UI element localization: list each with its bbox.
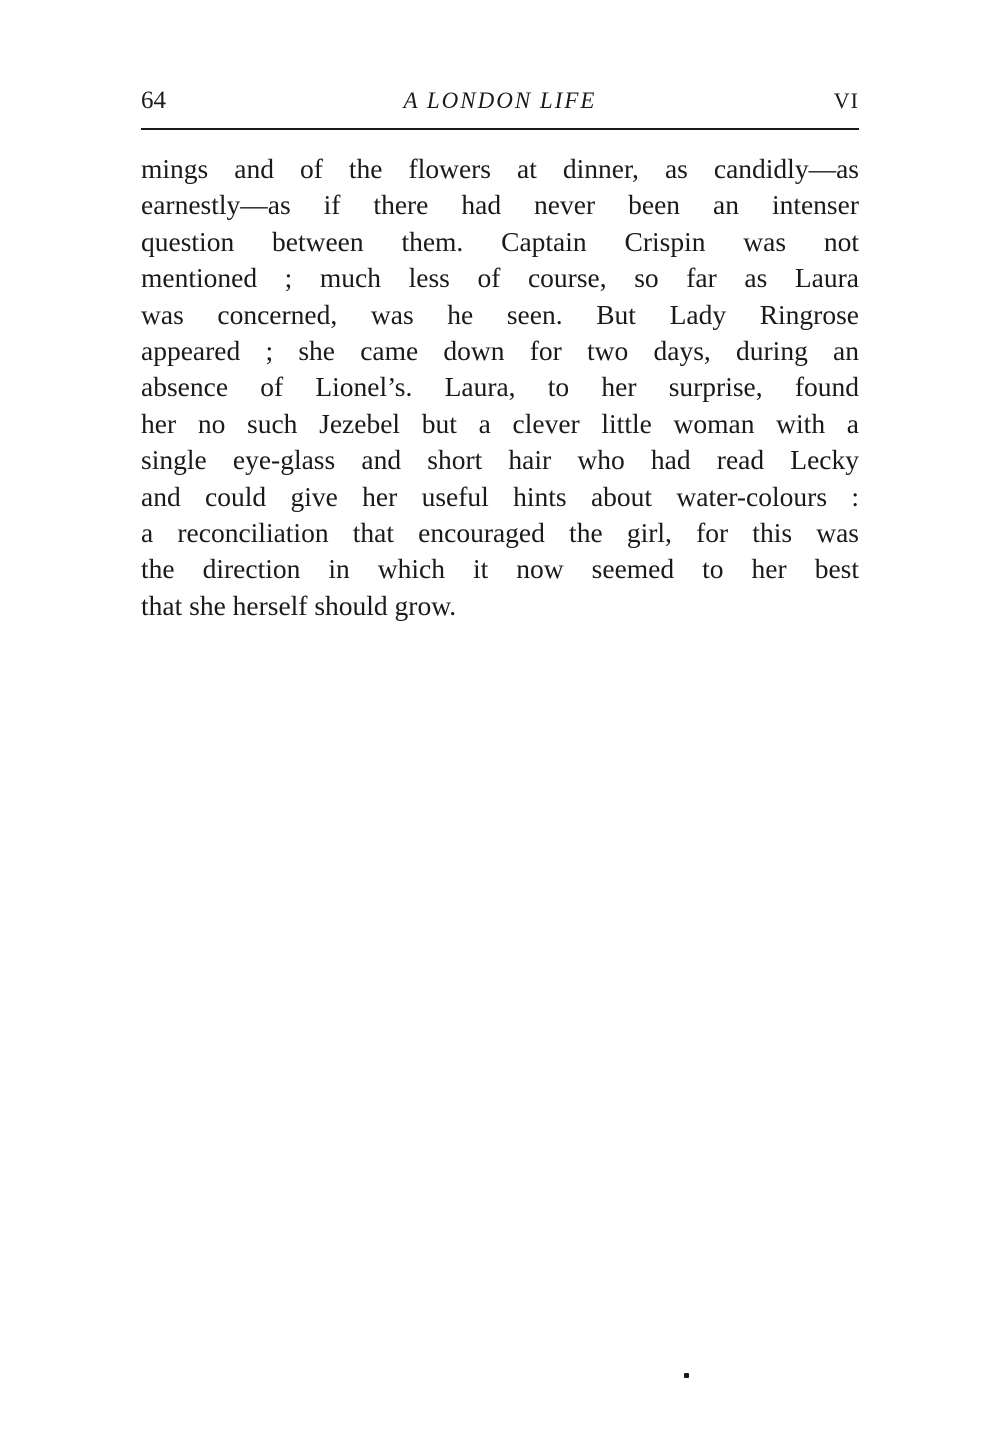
chapter-number: VI bbox=[833, 88, 859, 113]
ink-speck bbox=[684, 1373, 689, 1378]
text-line: that she herself should grow. bbox=[141, 589, 457, 621]
body-paragraph bbox=[141, 151, 859, 624]
text-line: mings and of the flowers at dinner, as candidly—as bbox=[141, 153, 859, 184]
page-number: 64 bbox=[141, 87, 166, 114]
text-line: mentioned ; much less of course, so far as Laura bbox=[141, 262, 859, 294]
text-line: earnestly—as if there had never been an intenser bbox=[141, 189, 859, 221]
running-head bbox=[141, 84, 859, 118]
text-line: absence of Lionel’s. Laura, to her surprise, found bbox=[141, 371, 859, 403]
text-line: her no such Jezebel but a clever little woman with a bbox=[141, 407, 859, 439]
text-line: single eye-glass and short hair who had read Lecky bbox=[141, 444, 859, 476]
text-line: was concerned, was he seen. But Lady Ringrose bbox=[141, 298, 859, 330]
running-title: A LONDON LIFE bbox=[403, 88, 597, 113]
text-line: question between them. Captain Crispin was not bbox=[141, 225, 859, 257]
text-line: a reconciliation that encouraged the girl, for this was bbox=[141, 516, 859, 548]
text-line: and could give her useful hints about water-colours : bbox=[141, 480, 859, 512]
text-line: appeared ; she came down for two days, during an bbox=[141, 334, 859, 366]
header-rule bbox=[141, 128, 859, 130]
text-line: the direction in which it now seemed to her best bbox=[141, 553, 859, 585]
